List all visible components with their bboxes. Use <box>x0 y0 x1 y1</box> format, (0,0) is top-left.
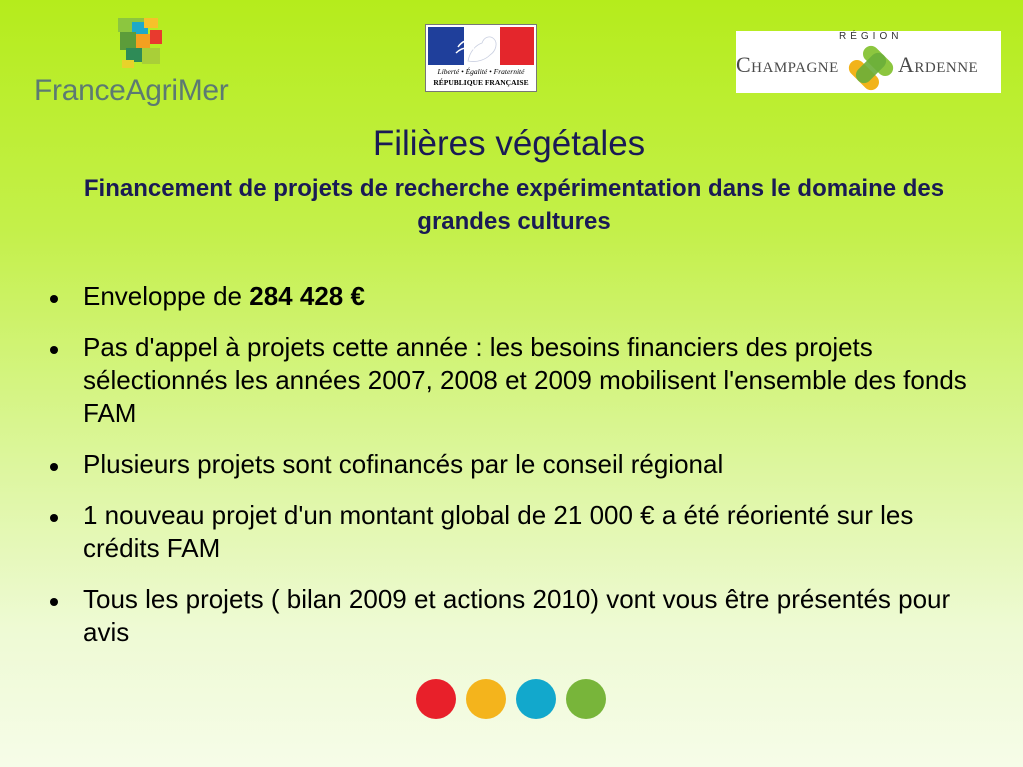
bullet-text: Enveloppe de <box>83 281 250 311</box>
bullet-icon <box>50 295 58 303</box>
slide-title: Filières végétales <box>372 124 646 163</box>
bullet-item <box>48 448 988 481</box>
region-label: RÉGION <box>839 31 903 42</box>
bullet-icon <box>50 514 58 522</box>
red-circle-icon <box>416 679 456 719</box>
champagne-ardenne-logo-icon <box>848 45 894 91</box>
franceagrimer-logo <box>34 18 229 107</box>
blue-circle-icon <box>516 679 556 719</box>
green-circle-icon <box>566 679 606 719</box>
decorative-circles <box>416 679 608 719</box>
yellow-circle-icon <box>466 679 506 719</box>
bullet-item <box>48 331 988 430</box>
republique-name: RÉPUBLIQUE FRANÇAISE <box>433 78 529 87</box>
bullet-item <box>48 583 988 649</box>
republique-motto: Liberté • Égalité • Fraternité <box>437 67 525 76</box>
bullet-item <box>48 280 988 313</box>
franceagrimer-logo-icon <box>118 18 168 68</box>
region-name-right: Ardenne <box>898 52 979 77</box>
champagne-ardenne-logo <box>736 31 1001 93</box>
bullet-item <box>48 499 988 565</box>
slide-subtitle: Financement de projets de recherche expérimentation dans le domaine des grandes cultures <box>83 175 945 235</box>
bullet-text: 1 nouveau projet d'un montant global de 21 000 € a été réorienté sur les crédits FAM <box>83 500 914 563</box>
bullet-icon <box>50 598 58 606</box>
bullet-text: Tous les projets ( bilan 2009 et actions 2010) vont vous être présentés pour avis <box>83 584 951 647</box>
bullet-amount: 284 428 € <box>249 281 365 311</box>
marianne-logo-icon <box>428 27 534 65</box>
bullet-text: Plusieurs projets sont cofinancés par le conseil régional <box>83 449 724 479</box>
bullet-icon <box>50 346 58 354</box>
bullet-text: Pas d'appel à projets cette année : les besoins financiers des projets sélectionnés les années 2007, 2008 et 2009 mobilisent l'ensemble des fonds FAM <box>83 332 967 428</box>
region-name-left: Champagne <box>736 52 839 77</box>
bullet-icon <box>50 463 58 471</box>
republique-francaise-logo <box>425 24 537 92</box>
franceagrimer-name: FranceAgriMer <box>34 74 229 107</box>
bullet-list <box>48 280 988 667</box>
